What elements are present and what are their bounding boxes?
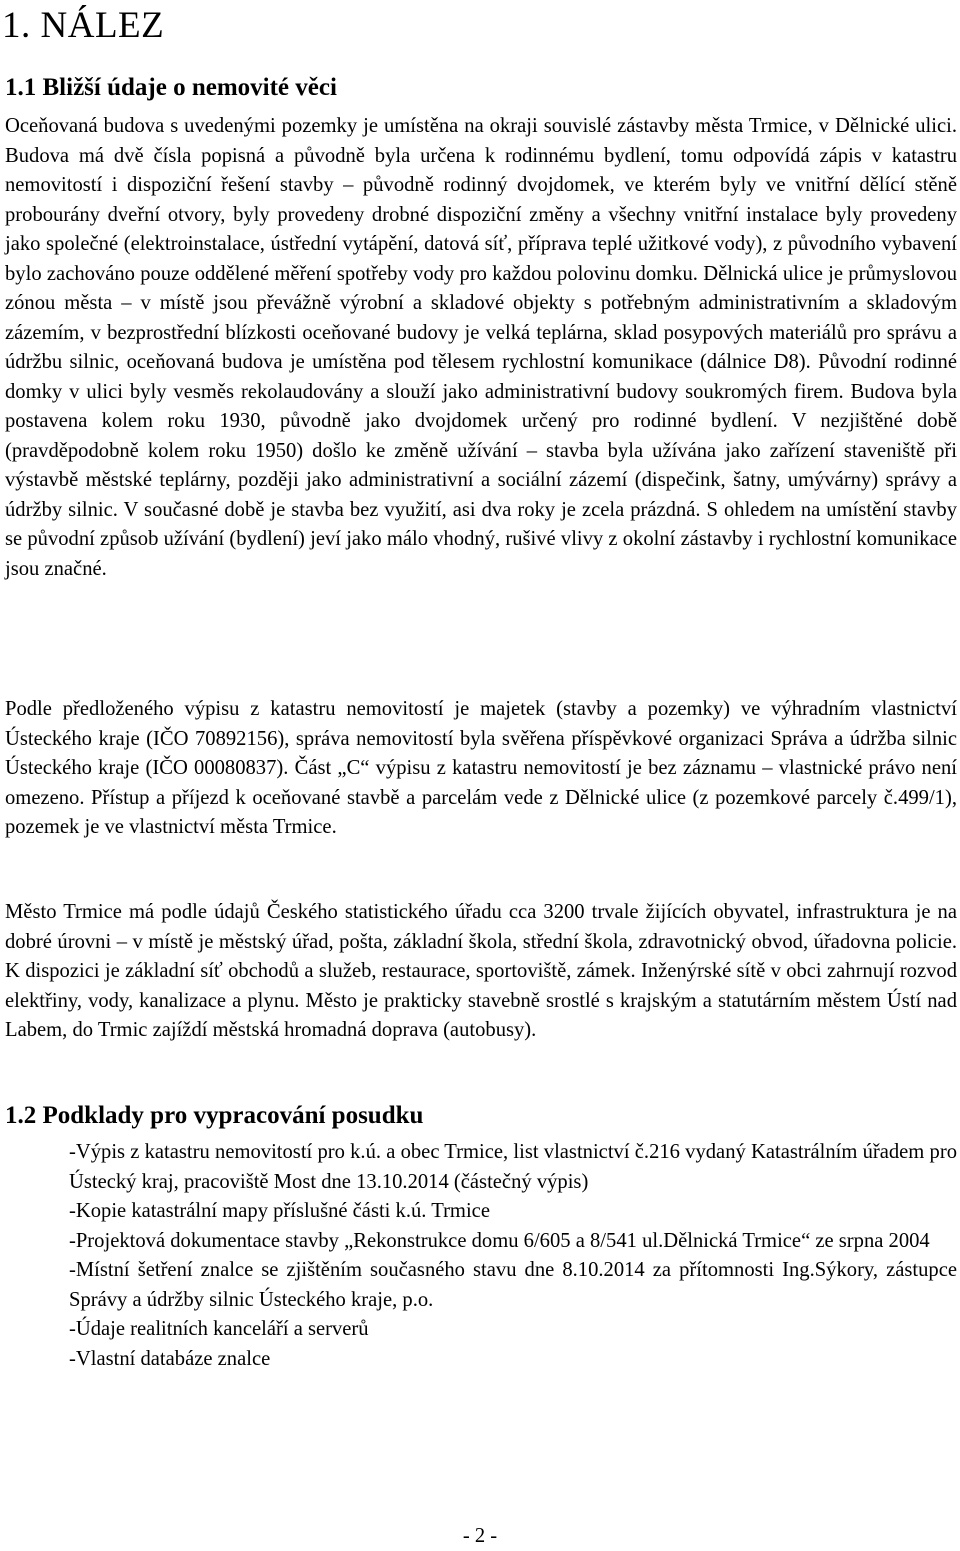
section-heading-property-details: 1.1 Bližší údaje o nemovité věci xyxy=(5,74,337,101)
list-item: -Kopie katastrální mapy příslušné části k.ú. Trmice xyxy=(69,1200,490,1222)
page-number: - 2 - xyxy=(462,1525,498,1547)
chapter-heading: 1. NÁLEZ xyxy=(2,5,165,46)
list-item: -Projektová dokumentace stavby „Rekonstrukce domu 6/605 a 8/541 ul.Dělnická Trmice“ ze srpna 2004 xyxy=(69,1229,930,1252)
list-item: -Místní šetření znalce se zjištěním současného stavu dne 8.10.2014 za přítomnosti Ing.Sýkory, zástupce Správy a údržby silnic Ústeckého kraje, p.o. xyxy=(69,1259,957,1311)
list-item: -Vlastní databáze znalce xyxy=(69,1347,271,1370)
section-heading-sources: 1.2 Podklady pro vypracování posudku xyxy=(5,1102,424,1129)
paragraph-town-infrastructure: Město Trmice má podle údajů Českého statistického úřadu cca 3200 trvale žijících obyvatel, infrastruktura je na dobré úrovni – v místě je městský úřad, pošta, základní škola, střední škola, zdravotnický obvod, úřadovna policie. K dispozici je základní síť obchodů a služeb, restaurace, sportoviště, zámek. Inženýrské sítě v obci zahrnují rozvod elektřiny, vody, kanalizace a plynu. Město je prakticky stavebně srostlé s krajským a statutárním městem Ústí nad Labem, do Trmic zajíždí městská hromadná doprava (autobusy). xyxy=(5,901,957,1041)
paragraph-property-description: Oceňovaná budova s uvedenými pozemky je umístěna na okraji souvislé zástavby města Trmice, v Dělnické ulici. Budova má dvě čísla popisná a původně byla určena k rodinnému bydlení, tomu odpovídá zápis v katastru nemovitostí i dispoziční řešení stavby – původně rodinný dvojdomek, ve kterém byly ve vnitřní dělící stěně probourány dveřní otvory, byly provedeny drobné dispoziční změny a všechny vnitřní instalace byly provedeny jako společné (elektroinstalace, ústřední vytápění, datová síť, příprava teplé užitkové vody), z původního vybavení bylo zachováno pouze oddělené měření spotřeby vody pro každou polovinu domku. Dělnická ulice je průmyslovou zónou města – v místě jsou převážně výrobní a skladové objekty s potřebným administrativním a skladovým zázemím, v bezprostřední blízkosti oceňované budovy je velká teplárna, sklad posypových materiálů pro správu a údržbu silnic, oceňovaná budova je umístěna pod tělesem rychlostní komunikace (dálnice D8). Původní rodinné domky v ulici byly vesměs rekolaudovány a slouží jako administrativní budovy soukromých firem. Budova byla postavena kolem roku 1930, původně jako dvojdomek určený pro rodinné bydlení. V nezjištěné době (pravděpodobně kolem roku 1950) došlo ke změně užívání – stavba byla užívána jako zařízení staveniště při výstavbě městské teplárny, později jako administrativní a sociální zázemí (dispečink, šatny, umývárny) správy a údržby silnic. V současné době je stavba bez využití, asi dva roky je zcela prázdná. S ohledem na umístění stavby se původní způsob užívání (bydlení) jeví jako málo vhodný, rušivé vlivy z okolní zástavby i rychlostní komunikace jsou značné. xyxy=(5,115,957,580)
list-item: -Údaje realitních kanceláří a serverů xyxy=(69,1318,369,1340)
list-item: -Výpis z katastru nemovitostí pro k.ú. a obec Trmice, list vlastnictví č.216 vydaný Katastrálním úřadem pro Ústecký kraj, pracoviště Most dne 13.10.2014 (částečný výpis) xyxy=(69,1141,957,1193)
sources-list xyxy=(69,1138,957,1374)
paragraph-ownership: Podle předloženého výpisu z katastru nemovitostí je majetek (stavby a pozemky) ve výhradním vlastnictví Ústeckého kraje (IČO 70892156), správa nemovitostí byla svěřena příspěvkové organizaci Správa a údržba silnic Ústeckého kraje (IČO 00080837). Část „C“ výpisu z katastru nemovitostí je bez záznamu – vlastnické právo není omezeno. Přístup a příjezd k oceňované stavbě a parcelám vede z Dělnické ulice (z pozemkové parcely č.499/1), pozemek je ve vlastnictví města Trmice. xyxy=(5,698,957,838)
